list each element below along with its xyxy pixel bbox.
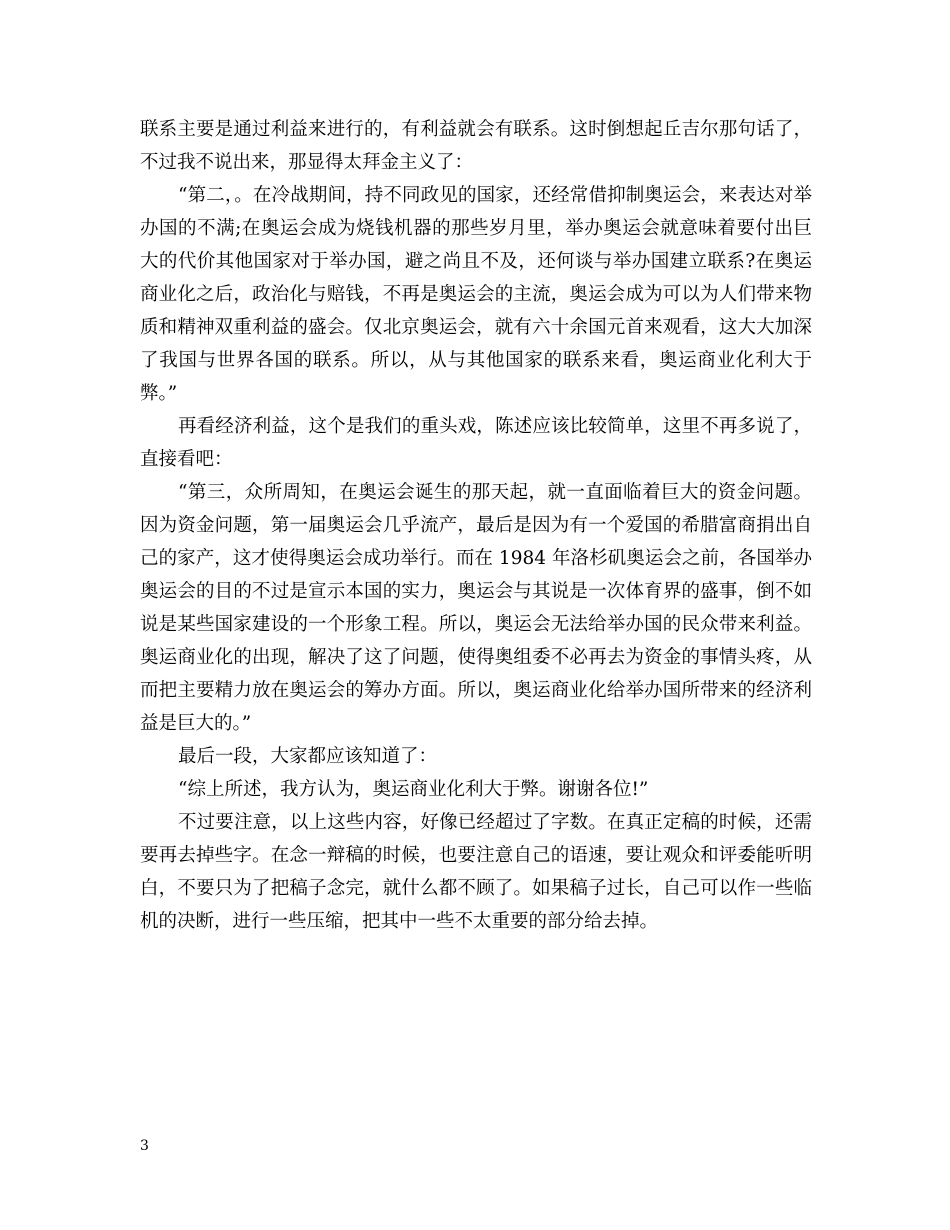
paragraph-third-point: “第三，众所周知，在奥运会诞生的那天起，就一直面临着巨大的资金问题。因为资金问题，第一届奥运会几乎流产，最后是因为有一个爱国的希腊富商捐出自己的家产，这才使得奥运会成功举行。而在 1984 年洛杉矶奥运会之前，各国举办奥运会的目的不过是宣示本国的实力，奥运会与其说是一次体育界的盛事，倒不如说是某些国家建设的一个形象工程。所以，奥运会无法给举办国的民众带来利益。奥运商业化的出现，解决了这了问题，使得奥组委不必再去为资金的事情头疼，从而把主要精力放在奥运会的筹办方面。所以，奥运商业化给举办国所带来的经济利益是巨大的。”	[140, 482, 812, 734]
paragraph-advice: 不过要注意，以上这些内容，好像已经超过了字数。在真正定稿的时候，还需要再去掉些字。在念一辩稿的时候，也要注意自己的语速，要让观众和评委能听明白，不要只为了把稿子念完，就什么都不顾了。如果稿子过长，自己可以作一些临机的决断，进行一些压缩，把其中一些不太重要的部分给去掉。	[140, 812, 812, 932]
body-text	[140, 113, 812, 938]
paragraph-continuation: 联系主要是通过利益来进行的，有利益就会有联系。这时倒想起丘吉尔那句话了，不过我不说出来，那显得太拜金主义了：	[140, 119, 812, 173]
paragraph-last-intro: 最后一段，大家都应该知道了：	[178, 746, 438, 767]
paragraph-economic-intro: 再看经济利益，这个是我们的重头戏，陈述应该比较简单，这里不再多说了，直接看吧：	[140, 416, 812, 470]
paragraph-conclusion: “综上所述，我方认为，奥运商业化利大于弊。谢谢各位!”	[178, 779, 649, 800]
paragraph-second-point: “第二，。在冷战期间，持不同政见的国家，还经常借抑制奥运会，来表达对举办国的不满;在奥运会成为烧钱机器的那些岁月里，举办奥运会就意味着要付出巨大的代价其他国家对于举办国，避之尚且不及，还何谈与举办国建立联系?在奥运商业化之后，政治化与赔钱，不再是奥运会的主流，奥运会成为可以为人们带来物质和精神双重利益的盛会。仅北京奥运会，就有六十余国元首来观看，这大大加深了我国与世界各国的联系。所以，从与其他国家的联系来看，奥运商业化利大于弊。”	[140, 185, 812, 404]
page-number: 3	[140, 1138, 149, 1154]
